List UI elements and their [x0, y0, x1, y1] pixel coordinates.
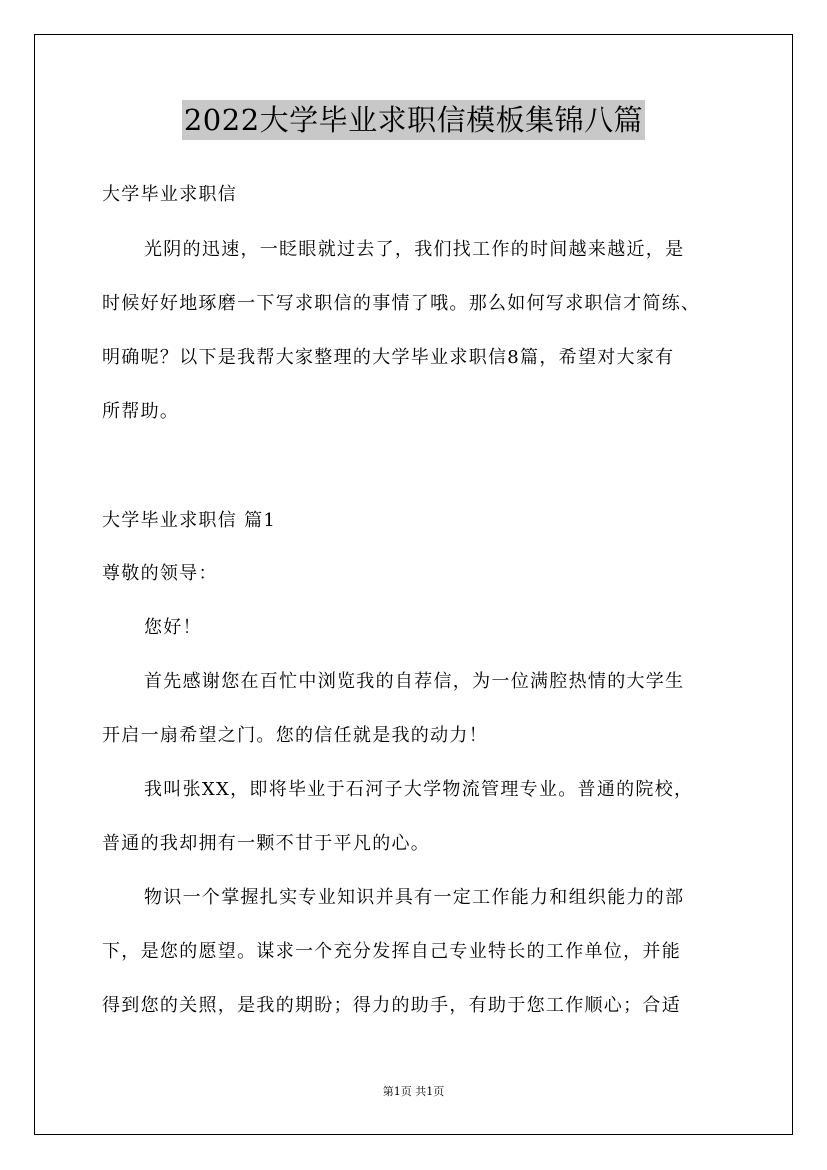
salutation: 尊敬的领导： [102, 563, 218, 584]
paragraph-line: 普通的我却拥有一颗不甘于平凡的心。 [102, 833, 431, 854]
paragraph-line: 开启一扇希望之门。您的信任就是我的动力！ [102, 725, 488, 746]
letter-heading: 大学毕业求职信 篇1 [102, 510, 277, 531]
paragraph-line: 时候好好地琢磨一下写求职信的事情了哦。那么如何写求职信才简练、 [102, 293, 701, 314]
title-container [0, 100, 827, 140]
page-footer: 第1页 共1页 [382, 1085, 445, 1098]
paragraph-line: 光阴的迅速，一眨眼就过去了，我们找工作的时间越来越近，是 [144, 239, 685, 260]
paragraph-line: 首先感谢您在百忙中浏览我的自荐信，为一位满腔热情的大学生 [144, 671, 685, 692]
paragraph-line: 明确呢？以下是我帮大家整理的大学毕业求职信8篇，希望对大家有 [102, 347, 675, 368]
paragraph-line: 下，是您的愿望。谋求一个充分发挥自己专业特长的工作单位，并能 [102, 941, 681, 962]
paragraph-line: 得到您的关照，是我的期盼；得力的助手，有助于您工作顺心；合适 [102, 995, 681, 1016]
paragraph-line: 所帮助。 [102, 401, 180, 422]
paragraph-line: 物识一个掌握扎实专业知识并具有一定工作能力和组织能力的部 [144, 887, 685, 908]
paragraph-line: 我叫张XX，即将毕业于石河子大学物流管理专业。普通的院校， [144, 779, 694, 800]
greeting: 您好！ [144, 617, 202, 638]
document-title: 2022大学毕业求职信模板集锦八篇 [182, 100, 645, 140]
section-heading: 大学毕业求职信 [102, 184, 238, 205]
